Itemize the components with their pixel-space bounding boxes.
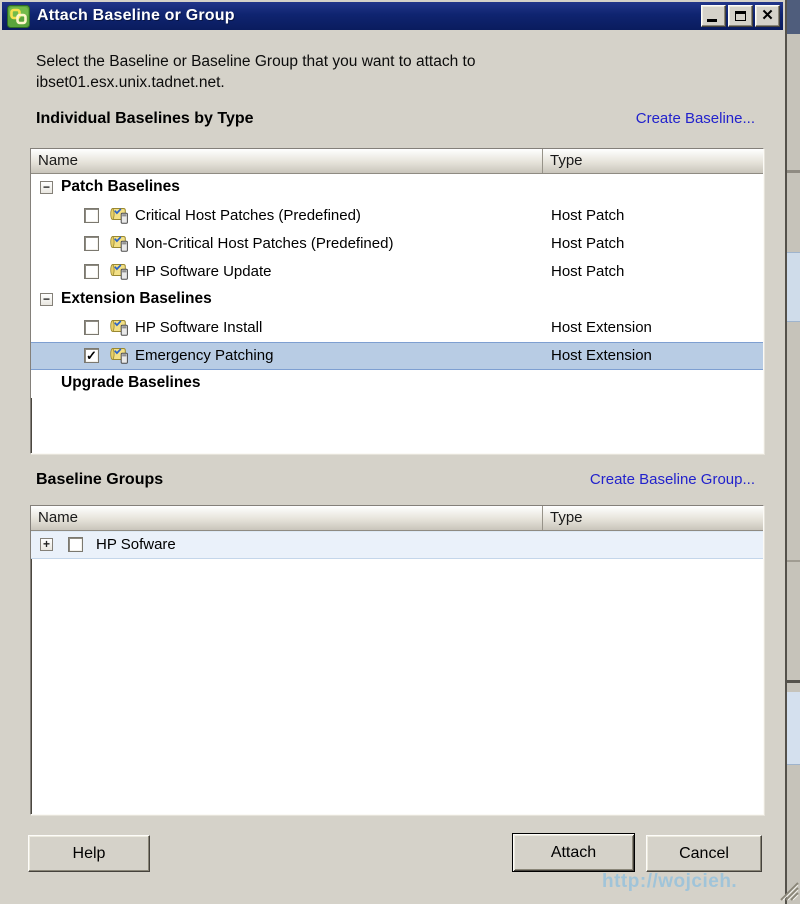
baseline-row[interactable] [31,202,763,230]
background-line [787,170,800,173]
column-header-name[interactable]: Name [31,149,543,173]
background-window-sliver [787,0,800,904]
baseline-name: Emergency Patching [135,347,274,364]
individual-baselines-table [30,148,764,454]
baseline-row[interactable] [31,230,763,258]
watermark-text: http://wojcieh. [602,871,738,892]
minimize-icon [707,19,717,22]
cancel-button[interactable]: Cancel [646,835,762,872]
column-header-name[interactable]: Name [31,506,543,530]
baseline-row[interactable] [31,342,763,370]
baseline-checkbox[interactable] [84,320,99,335]
baseline-icon [109,234,130,253]
baseline-icon [109,262,130,281]
attach-button[interactable]: Attach [512,833,635,872]
table1-header [31,149,763,174]
maximize-icon [735,11,746,21]
baseline-groups-table [30,505,764,815]
baseline-group-row[interactable] [31,174,763,202]
intro-text [36,51,475,93]
background-row-fragment [787,252,800,322]
create-baseline-group-link[interactable]: Create Baseline Group... [589,471,755,488]
baseline-checkbox[interactable] [84,264,99,279]
baseline-type: Host Patch [551,235,625,252]
column-header-type[interactable]: Type [550,152,583,169]
baseline-type: Host Patch [551,207,625,224]
intro-line2: ibset01.esx.unix.tadnet.net. [36,74,225,91]
baseline-group-label: Patch Baselines [61,178,180,195]
baseline-groups-heading: Baseline Groups [36,471,164,488]
vsphere-app-icon [7,5,30,28]
close-icon: ✕ [761,7,774,24]
baseline-name: Critical Host Patches (Predefined) [135,207,361,224]
background-row-fragment [787,692,800,765]
baseline-group-label: Extension Baselines [61,290,212,307]
baseline-name: HP Software Install [135,319,263,336]
dialog-titlebar[interactable] [2,2,783,30]
baseline-name: HP Software Update [135,263,272,280]
baseline-checkbox[interactable] [84,236,99,251]
expand-icon[interactable]: + [40,538,53,551]
minimize-button[interactable] [701,5,726,27]
baseline-checkbox[interactable]: ✓ [84,348,99,363]
close-button[interactable] [755,5,780,27]
maximize-button[interactable] [728,5,753,27]
baseline-icon [109,318,130,337]
individual-baselines-heading: Individual Baselines by Type [36,110,254,127]
resize-grip-icon[interactable] [777,879,799,901]
baseline-icon [109,346,130,365]
individual-baselines-rows [31,174,763,398]
baseline-group-row[interactable] [31,531,763,559]
baseline-type: Host Extension [551,319,652,336]
collapse-expander-icon[interactable]: − [40,293,53,306]
baseline-checkbox[interactable] [84,208,99,223]
intro-line1: Select the Baseline or Baseline Group that you want to attach to [36,53,476,70]
baseline-group-row[interactable] [31,370,763,398]
baseline-group-label: Upgrade Baselines [61,374,201,391]
baseline-row[interactable] [31,314,763,342]
baseline-groups-rows [31,531,763,559]
collapse-expander-icon[interactable]: − [40,181,53,194]
baseline-type: Host Extension [551,347,652,364]
column-header-type[interactable]: Type [550,509,583,526]
baseline-name: Non-Critical Host Patches (Predefined) [135,235,394,252]
baseline-row[interactable] [31,258,763,286]
baseline-group-row[interactable] [31,286,763,314]
table2-header [31,506,763,531]
baseline-type: Host Patch [551,263,625,280]
baseline-icon [109,206,130,225]
background-line [787,680,800,683]
group-checkbox[interactable] [68,537,83,552]
help-button[interactable]: Help [28,835,150,872]
background-line [787,560,800,562]
background-titlebar-fragment [787,0,800,34]
create-baseline-link[interactable]: Create Baseline... [635,110,755,127]
group-name: HP Sofware [96,536,176,553]
dialog-title: Attach Baseline or Group [37,7,235,24]
